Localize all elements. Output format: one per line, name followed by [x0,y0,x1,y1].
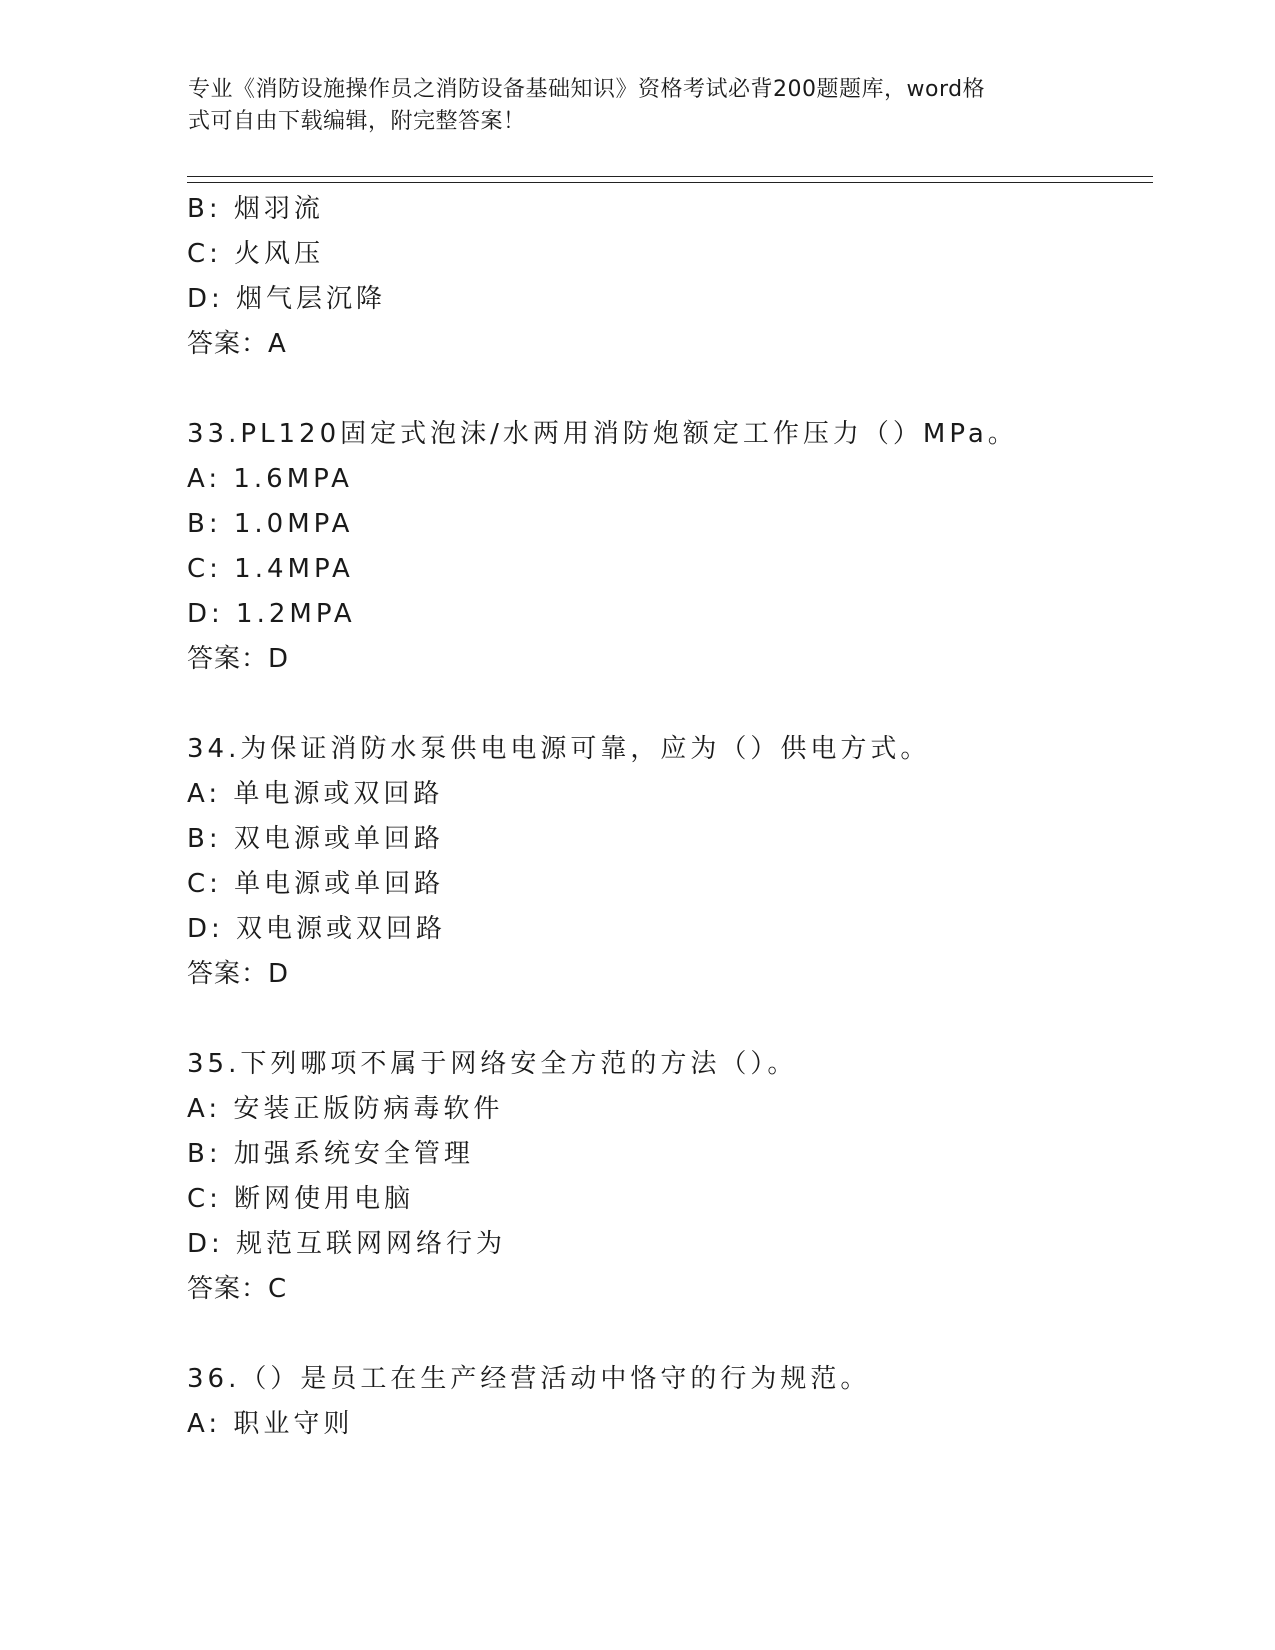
option-c-35: C: 断网使用电脑 [187,1184,415,1214]
question-33: 33.PL120固定式泡沫/水两用消防炮额定工作压力（）MPa。 [187,419,1018,449]
header-divider-top [187,176,1153,177]
option-a-33: A: 1.6MPA [187,464,353,494]
option-a-35: A: 安装正版防病毒软件 [187,1094,504,1124]
option-b-35: B: 加强系统安全管理 [187,1139,474,1169]
option-d-34: D: 双电源或双回路 [187,914,447,944]
option-d-35: D: 规范互联网网络行为 [187,1229,507,1259]
header-line-1: 专业《消防设施操作员之消防设备基础知识》资格考试必背200题题库，word格 [188,77,986,102]
header-divider-bottom [187,182,1153,183]
option-d-33: D: 1.2MPA [187,599,356,629]
answer-32: 答案：A [187,329,287,359]
option-a-34: A: 单电源或双回路 [187,779,444,809]
option-c-33: C: 1.4MPA [187,554,354,584]
question-34: 34.为保证消防水泵供电电源可靠，应为（）供电方式。 [187,734,931,764]
option-d-32: D: 烟气层沉降 [187,284,387,314]
option-a-36: A: 职业守则 [187,1409,354,1439]
question-35: 35.下列哪项不属于网络安全方范的方法（）。 [187,1049,798,1079]
option-c-32: C: 火风压 [187,239,325,269]
document-header [188,74,1068,138]
answer-35: 答案：C [187,1274,288,1304]
header-line-2: 式可自由下载编辑，附完整答案！ [188,109,526,134]
question-36: 36.（）是员工在生产经营活动中恪守的行为规范。 [187,1364,871,1394]
answer-33: 答案：D [187,644,290,674]
option-b-32: B: 烟羽流 [187,194,324,224]
option-c-34: C: 单电源或单回路 [187,869,445,899]
answer-34: 答案：D [187,959,290,989]
option-b-33: B: 1.0MPA [187,509,354,539]
option-b-34: B: 双电源或单回路 [187,824,444,854]
